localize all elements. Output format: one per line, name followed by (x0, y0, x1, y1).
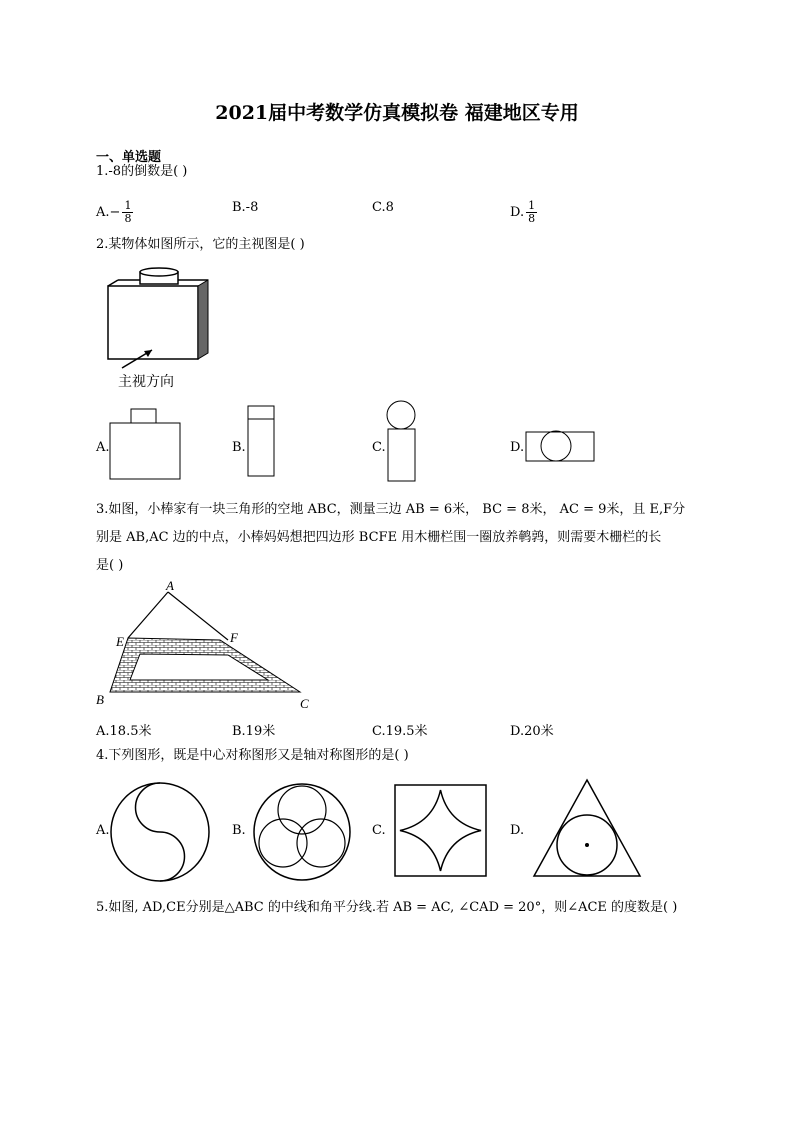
q4-option-a-label: A. (96, 823, 110, 838)
q4-option-c-figure (392, 782, 490, 880)
q1-option-d (510, 200, 537, 225)
question-4-stem: 4.下列图形，既是中心对称图形又是轴对称图形的是( ) (96, 748, 409, 763)
q3-label-e: E (116, 634, 124, 649)
question-2-stem: 2.某物体如图所示，它的主视图是( ) (96, 237, 305, 252)
q4-option-d-label: D. (510, 823, 525, 838)
q1-a-numerator: 1 (124, 199, 132, 212)
q2-option-a-label: A. (96, 440, 110, 455)
question-1-stem: 1.-8的倒数是( ) (96, 164, 188, 179)
q2-option-b-label: B. (232, 440, 246, 455)
q4-option-a-figure (108, 780, 212, 884)
q1-option-a-prefix: A. (96, 205, 110, 220)
q4-option-b-figure (250, 780, 354, 884)
q1-option-b: B.-8 (232, 200, 259, 215)
q1-d-denominator: 8 (528, 212, 536, 225)
q2-option-d-label: D. (510, 440, 525, 455)
q3-label-b: B (96, 692, 104, 707)
q1-d-numerator: 1 (528, 199, 536, 212)
q4-option-d-figure (530, 776, 644, 880)
q3-label-f: F (230, 630, 238, 645)
q4-option-b-label: B. (232, 823, 246, 838)
q1-option-c: C.8 (372, 200, 394, 215)
q3-option-b: B.19米 (232, 724, 276, 739)
section-heading: 一、单选题 (96, 150, 162, 165)
q1-option-a-fraction (122, 200, 133, 225)
q2-option-d-figure (522, 428, 598, 466)
q3-triangle-figure (90, 580, 320, 715)
question-3-line3: 是( ) (96, 558, 124, 573)
q3-label-c: C (300, 696, 309, 711)
q2-option-c-figure (382, 398, 422, 488)
q1-option-a (96, 200, 133, 225)
q2-object-figure (100, 264, 220, 392)
question-3-line2: 别是 AB,AC 边的中点，小棒妈妈想把四边形 BCFE 用木栅栏围一圈放养鹌鹑，则需要木栅栏的长 (96, 530, 662, 545)
question-3-line1: 3.如图，小棒家有一块三角形的空地 ABC，测量三边 AB = 6米， BC = 8米， AC = 9米，且 E,F分 (96, 502, 686, 517)
q1-option-d-prefix: D. (510, 205, 525, 220)
q2-direction-label: 主视方向 (118, 375, 174, 390)
q3-option-c: C.19.5米 (372, 724, 428, 739)
q3-option-a: A.18.5米 (96, 724, 152, 739)
q2-option-a-figure (106, 405, 186, 485)
page-title: 2021届中考数学仿真模拟卷 福建地区专用 (215, 102, 579, 124)
q1-option-a-sign: − (109, 205, 121, 220)
q3-option-d: D.20米 (510, 724, 554, 739)
q3-label-a: A (166, 580, 174, 593)
q4-option-c-label: C. (372, 823, 386, 838)
q1-a-denominator: 8 (124, 212, 132, 225)
q1-option-d-fraction (526, 200, 537, 225)
q2-option-b-figure (244, 402, 280, 482)
question-5-stem: 5.如图, AD,CE分别是△ABC 的中线和角平分线.若 AB = AC, ∠CAD = 20°，则∠ACE 的度数是( ) (96, 900, 678, 915)
q2-option-c-label: C. (372, 440, 386, 455)
